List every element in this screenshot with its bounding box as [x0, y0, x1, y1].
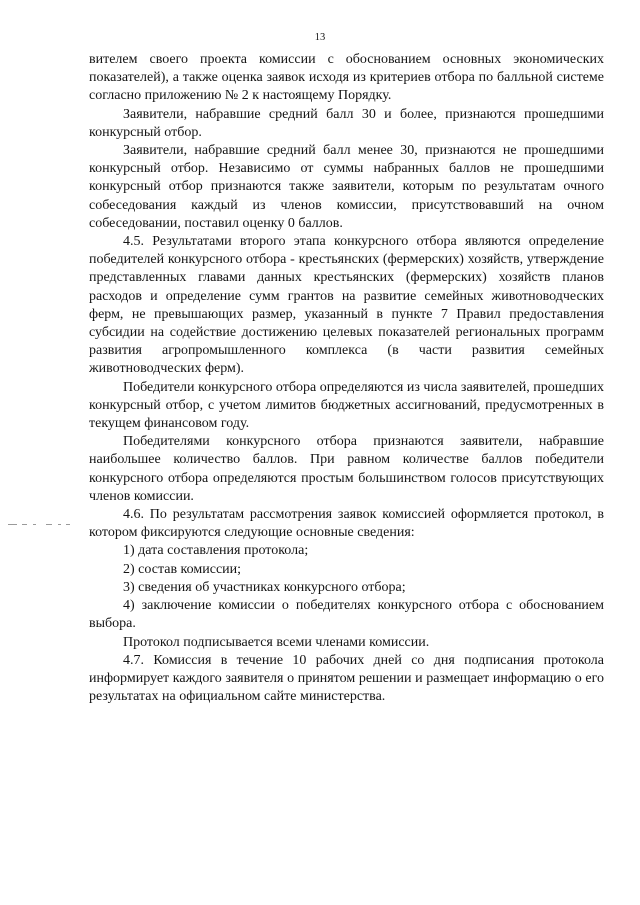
list-item-protocol-date: 1) дата составления протокола; [123, 543, 309, 559]
paragraph-section-4-7: 4.7. Комиссия в течение 10 рабочих дней со дня подписания протокола информирует каждого заявителя о принятом решении и размещает информацию о его результатах на официальном сайте министерства. [89, 652, 604, 705]
list-item-commission-composition: 2) состав комиссии; [123, 561, 242, 577]
page-number: 13 [314, 32, 326, 43]
scan-margin-marks [8, 522, 78, 528]
list-item-participants: 3) сведения об участниках конкурсного отбора; [123, 579, 406, 595]
paragraph-failed-applicants: Заявители, набравшие средний балл менее 30, признаются не прошедшими конкурсный отбор. Независимо от суммы набранных баллов не прошедшими конкурсный отбор признаются также заявители, которым по результатам очного собеседования каждый из членов комиссии, присутствовавший на очном собеседовании, поставил оценку 0 баллов. [89, 143, 604, 231]
paragraph-section-4-5: 4.5. Результатами второго этапа конкурсного отбора являются определение победителей конкурсного отбора - крестьянских (фермерских) хозяйств, утверждение представленных главами данных крестьянских (фермерских) хозяйств планов расходов и определение сумм грантов на развитие семейных животноводческих ферм, не превышающих размер, указанный в пункте 7 Правил предоставления субсидии на содействие достижению целевых показателей региональных программ развития агропромышленного комплекса (в части развития семейных животноводческих ферм). [89, 234, 604, 377]
paragraph-passed-applicants: Заявители, набравшие средний балл 30 и более, признаются прошедшими конкурсный отбор. [89, 106, 604, 140]
paragraph-protocol-signed: Протокол подписывается всеми членами комиссии. [123, 634, 430, 650]
document-body [89, 51, 604, 706]
paragraph-winners-score: Победителями конкурсного отбора признаются заявители, набравшие наибольшее количество баллов. При равном количестве баллов победители конкурсного отбора определяются простым большинством голосов присутствующих членов комиссии. [89, 434, 604, 504]
list-item-conclusion: 4) заключение комиссии о победителях конкурсного отбора с обоснованием выбора. [89, 598, 604, 632]
paragraph-continuation: вителем своего проекта комиссии с обоснованием основных экономических показателей), а также оценка заявок исходя из критериев отбора по балльной системе согласно приложению № 2 к настоящему Порядку. [89, 52, 604, 104]
paragraph-section-4-6: 4.6. По результатам рассмотрения заявок комиссией оформляется протокол, в котором фиксируются следующие основные сведения: [89, 507, 604, 541]
paragraph-winners-selection: Победители конкурсного отбора определяются из числа заявителей, прошедших конкурсный отбор, с учетом лимитов бюджетных ассигнований, предусмотренных в текущем финансовом году. [89, 379, 604, 432]
